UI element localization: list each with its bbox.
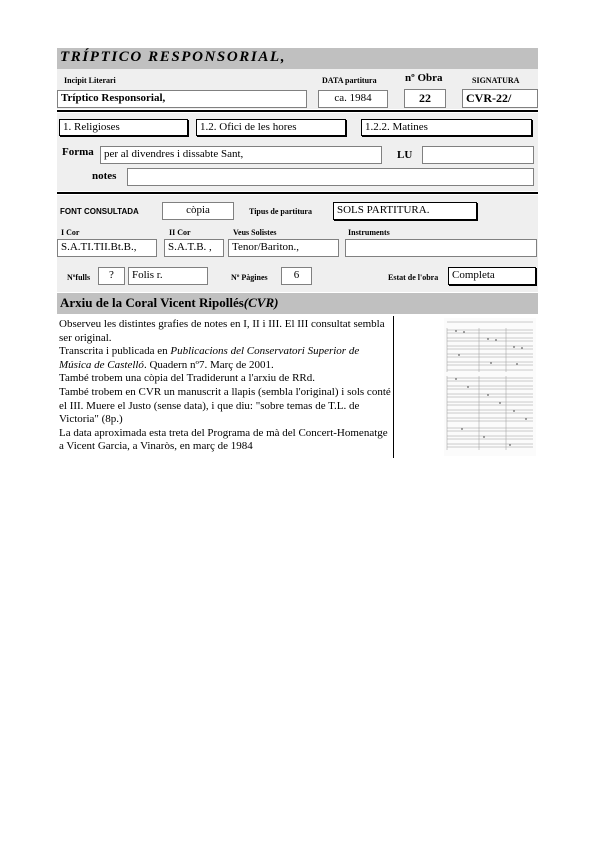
tipus-partitura-field[interactable]: SOLS PARTITURA. (333, 202, 477, 220)
note-2-post: . Quadern nº7. Març de 2001. (143, 358, 274, 371)
estat-label: Estat de l'obra (388, 273, 439, 282)
instruments-field[interactable] (345, 239, 537, 257)
tipus-partitura-label: Tipus de partitura (249, 207, 312, 216)
archive-title (60, 295, 278, 311)
obra-field[interactable]: 22 (404, 89, 446, 108)
note-paragraph-3: També trobem una còpia del Tradiderunt a l'arxiu de RRd. (59, 372, 315, 385)
veus-solistes-field[interactable]: Tenor/Bariton., (228, 239, 339, 257)
note-2-italic: Publicacions del Conservatori Superior de Música de Castelló (59, 345, 360, 371)
separator-line-2 (57, 192, 538, 194)
archive-title-text: Arxiu de la Coral Vicent Ripollés (60, 295, 244, 310)
estat-field[interactable]: Completa (448, 267, 536, 285)
score-thumbnail-image (444, 318, 536, 456)
lu-label: LU (397, 149, 413, 161)
pagines-field[interactable]: 6 (281, 267, 312, 285)
i-cor-label: I Cor (61, 228, 80, 237)
font-consultada-label: FONT CONSULTADA (60, 207, 139, 216)
obra-label: nº Obra (405, 72, 443, 84)
i-cor-field[interactable]: S.A.TI.TII.Bt.B., (57, 239, 157, 257)
signatura-label: SIGNATURA (472, 76, 520, 85)
page-title: TRÍPTICO RESPONSORIAL, (60, 49, 287, 65)
nfulls-label: Nºfulls (67, 273, 91, 282)
note-paragraph-2 (59, 345, 391, 372)
notes-label: notes (92, 170, 117, 182)
incipit-label: Incipit Literari (64, 76, 116, 85)
notes-field[interactable] (127, 168, 534, 186)
lu-field[interactable] (422, 146, 534, 164)
category-2-field[interactable]: 1.2. Ofici de les hores (196, 119, 346, 136)
category-1-field[interactable]: 1. Religioses (59, 119, 188, 136)
column-divider (393, 316, 394, 458)
forma-label: Forma (62, 146, 94, 158)
instruments-label: Instruments (348, 228, 390, 237)
data-field[interactable]: ca. 1984 (318, 90, 388, 108)
note-paragraph-1: Observeu les distintes grafies de notes en I, II i III. El III consultat sembla ser original. (59, 318, 385, 344)
note-paragraph-5: La data aproximada esta treta del Programa de mà del Concert-Homenatge a Vicent Garcia, a Vinaròs, en març de 1984 (59, 426, 388, 453)
archive-title-abbr: (CVR) (243, 295, 279, 310)
note-paragraph-4: També trobem en CVR un manuscrit a llapis (sembla l'original) i sols conté el III. Muere el Justo (sense data), i que diu: "sobre temas de T.L. de Victoria" (8p.) (59, 385, 391, 426)
category-3-field[interactable]: 1.2.2. Matines (361, 119, 532, 136)
incipit-field[interactable]: Tríptico Responsorial, (57, 90, 307, 108)
font-consultada-field[interactable]: còpia (162, 202, 234, 220)
pagines-label: Nº Pàgines (231, 273, 268, 282)
forma-field[interactable]: per al divendres i dissabte Sant, (100, 146, 382, 164)
note-2-pre: Transcrita i publicada en (59, 345, 171, 358)
nfulls-field[interactable]: ? (98, 267, 125, 285)
ii-cor-label: II Cor (169, 228, 191, 237)
ii-cor-field[interactable]: S.A.T.B. , (164, 239, 224, 257)
data-label: DATA partitura (322, 76, 377, 85)
archive-notes (59, 318, 391, 454)
signatura-field[interactable]: CVR-22/ (462, 89, 538, 108)
veus-solistes-label: Veus Solistes (233, 228, 277, 237)
folis-field[interactable]: Folis r. (128, 267, 208, 285)
score-thumbnail-svg (444, 318, 536, 456)
separator-line (57, 110, 538, 112)
